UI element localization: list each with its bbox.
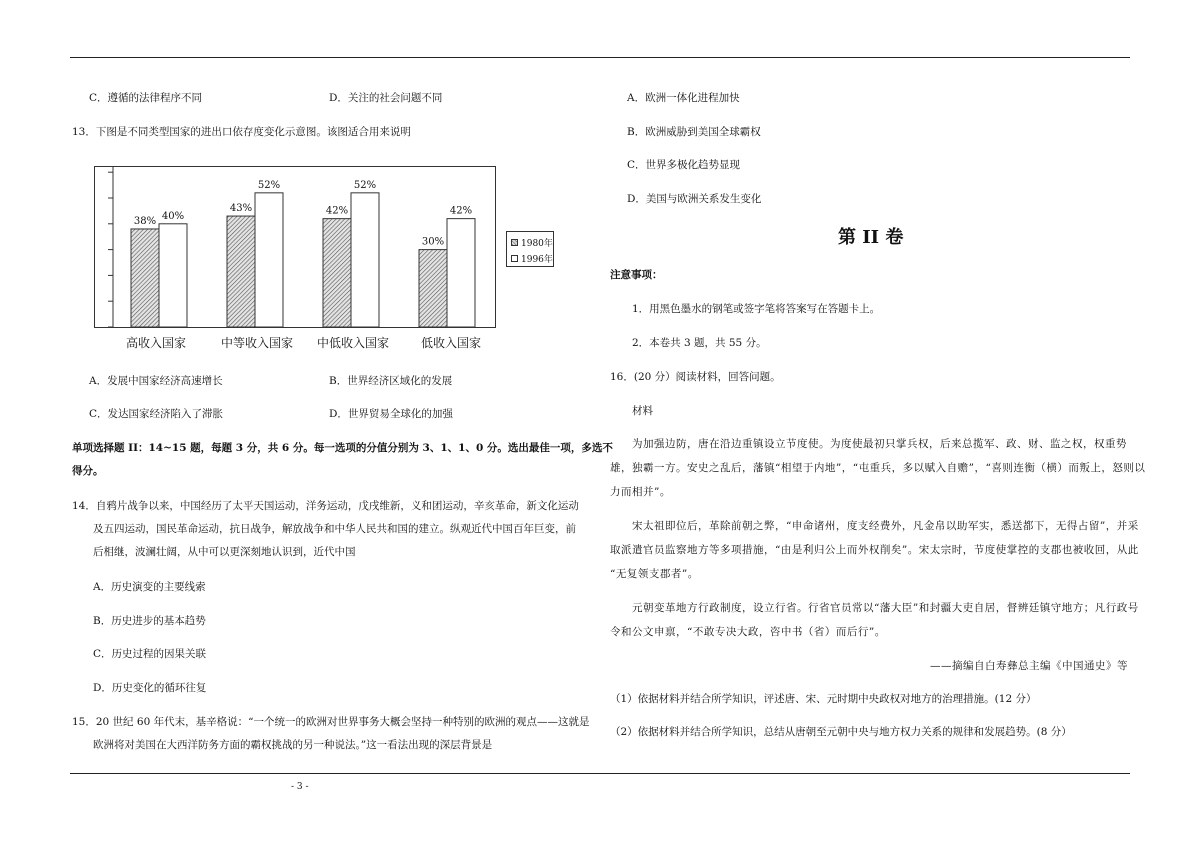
q14-option-c: C．历史过程的因果关联 xyxy=(93,648,207,660)
bar-1996-0 xyxy=(159,224,187,327)
data-label-1980-0: 38% xyxy=(133,215,157,227)
data-label-1996-2: 52% xyxy=(353,179,377,191)
q14-stem-line3: 后相继，波澜壮阔，从中可以更深刻地认识到，近代中国 xyxy=(93,546,356,558)
legend-swatch-hatched xyxy=(511,239,518,246)
q13-option-a: A．发展中国家经济高速增长 xyxy=(89,375,223,387)
section-note-line2: 得分。 xyxy=(72,465,104,477)
material-p1-line2: 雄，独霸一方。安史之乱后，藩镇“相望于内地”，“屯重兵，多以赋入自赡”，“喜则连衡（横）而叛上，怒则以 xyxy=(610,462,1146,474)
q13-option-b: B．世界经济区域化的发展 xyxy=(329,375,453,387)
material-label: 材料 xyxy=(632,405,653,417)
legend-label-1980: 1980年 xyxy=(521,239,553,249)
category-label-high: 高收入国家 xyxy=(126,336,187,350)
bar-1996-1 xyxy=(255,193,283,327)
data-label-1996-1: 52% xyxy=(257,179,281,191)
bar-1996-3 xyxy=(447,219,475,327)
material-p1-line1: 为加强边防，唐在沿边重镇设立节度使。为度使最初只掌兵权，后来总揽军、政、财、监之权，权重势 xyxy=(632,438,1127,450)
bar-1980-2 xyxy=(323,219,351,327)
q14-option-b: B．历史进步的基本趋势 xyxy=(93,615,206,627)
q15-option-b: B．欧洲威胁到美国全球霸权 xyxy=(627,126,761,138)
q16-stem: 16．(20 分）阅读材料，回答问题。 xyxy=(610,371,781,383)
bottom-rule xyxy=(70,773,1130,774)
bar-1980-1 xyxy=(227,216,255,327)
data-label-1996-3: 42% xyxy=(449,205,473,217)
page-number: - 3 - xyxy=(291,782,309,792)
bar-1980-3 xyxy=(419,250,447,327)
material-source: ——摘编自白寿彝总主编《中国通史》等 xyxy=(930,660,1128,672)
notice-item-2: 2．本卷共 3 题，共 55 分。 xyxy=(632,337,767,349)
material-p2-line2: 取派遣官员监察地方等多项措施，“由是利归公上而外权削矣”。宋太宗时，节度使掌控的支郡也被收回，从此 xyxy=(610,544,1139,556)
category-label-low: 低收入国家 xyxy=(421,336,482,350)
q12-option-d: D．关注的社会问题不同 xyxy=(329,92,443,104)
part-title: 第 II 卷 xyxy=(838,227,904,248)
top-rule xyxy=(70,57,1130,58)
category-label-middle: 中等收入国家 xyxy=(221,336,294,350)
q16-subquestion-2: （2）依据材料并结合所学知识，总结从唐朝至元朝中央与地方权力关系的规律和发展趋势。(8 分） xyxy=(610,726,1072,738)
material-p2-line1: 宋太祖即位后，革除前朝之弊，“申命诸州，度支经费外，凡金帛以助军实，悉送都下，无得占留”，并采 xyxy=(632,520,1139,532)
q12-option-c: C．遵循的法律程序不同 xyxy=(89,92,203,104)
q13-option-c: C．发达国家经济陷入了滞胀 xyxy=(89,408,224,420)
data-label-1980-2: 42% xyxy=(325,205,349,217)
q14-stem-line2: 及五四运动，国民革命运动，抗日战争，解放战争和中华人民共和国的建立。纵观近代中国百年巨变，前 xyxy=(93,523,576,535)
notice-item-1: 1．用黑色墨水的钢笔或签字笔将答案写在答题卡上。 xyxy=(632,303,881,315)
q13-stem: 13．下图是不同类型国家的进出口依存度变化示意图。该图适合用来说明 xyxy=(72,126,411,138)
q15-option-c: C．世界多极化趋势显现 xyxy=(627,159,741,171)
data-label-1980-1: 43% xyxy=(229,203,253,215)
data-label-1980-3: 30% xyxy=(421,236,445,248)
material-p2-line3: “无复领支郡者”。 xyxy=(610,568,699,580)
q15-option-d: D．美国与欧洲关系发生变化 xyxy=(627,193,762,205)
q13-option-d: D．世界贸易全球化的加强 xyxy=(329,408,453,420)
legend-item-1980 xyxy=(511,236,553,249)
q14-stem-line1: 14．自鸦片战争以来，中国经历了太平天国运动，洋务运动，戊戌维新，义和团运动，辛亥革命，新文化运动 xyxy=(72,500,579,512)
q16-subquestion-1: （1）依据材料并结合所学知识，评述唐、宋、元时期中央政权对地方的治理措施。(12 分） xyxy=(610,693,1037,705)
q14-option-d: D．历史变化的循环往复 xyxy=(93,682,207,694)
bar-chart xyxy=(94,166,496,328)
notice-title: 注意事项： xyxy=(610,269,663,281)
material-p3-line2: 令和公文申禀，“不敢专决大政，咨中书（省）而后行”。 xyxy=(610,626,886,638)
material-p3-line1: 元朝变革地方行政制度，设立行省。行省官员常以“藩大臣”和封疆大吏自居，督辨廷镇守地方；凡行政号 xyxy=(632,602,1139,614)
category-label-lower-middle: 中低收入国家 xyxy=(317,336,390,350)
q15-stem-line2: 欧洲将对美国在大西洋防务方面的霸权挑战的另一种说法。”这一看法出现的深层背景是 xyxy=(93,739,493,751)
legend-item-1996 xyxy=(511,252,553,265)
q15-option-a: A．欧洲一体化进程加快 xyxy=(627,92,740,104)
section-note-line1: 单项选择题 II：14~15 题，每题 3 分，共 6 分。每一选项的分值分别为 3、1、1、0 分。选出最佳一项，多选不 xyxy=(72,442,613,454)
bar-1996-2 xyxy=(351,193,379,327)
q15-stem-line1: 15．20 世纪 60 年代末，基辛格说：“一个统一的欧洲对世界事务大概会坚持一种特别的欧洲的观点——这就是 xyxy=(72,716,590,728)
bar-chart-svg xyxy=(95,167,497,329)
bar-1980-0 xyxy=(131,229,159,327)
q14-option-a: A．历史演变的主要线索 xyxy=(93,581,206,593)
data-label-1996-0: 40% xyxy=(161,210,185,222)
material-p1-line3: 力而相并”。 xyxy=(610,486,671,498)
legend-label-1996: 1996年 xyxy=(521,255,553,265)
chart-legend xyxy=(506,231,554,267)
legend-swatch-white xyxy=(511,255,518,262)
